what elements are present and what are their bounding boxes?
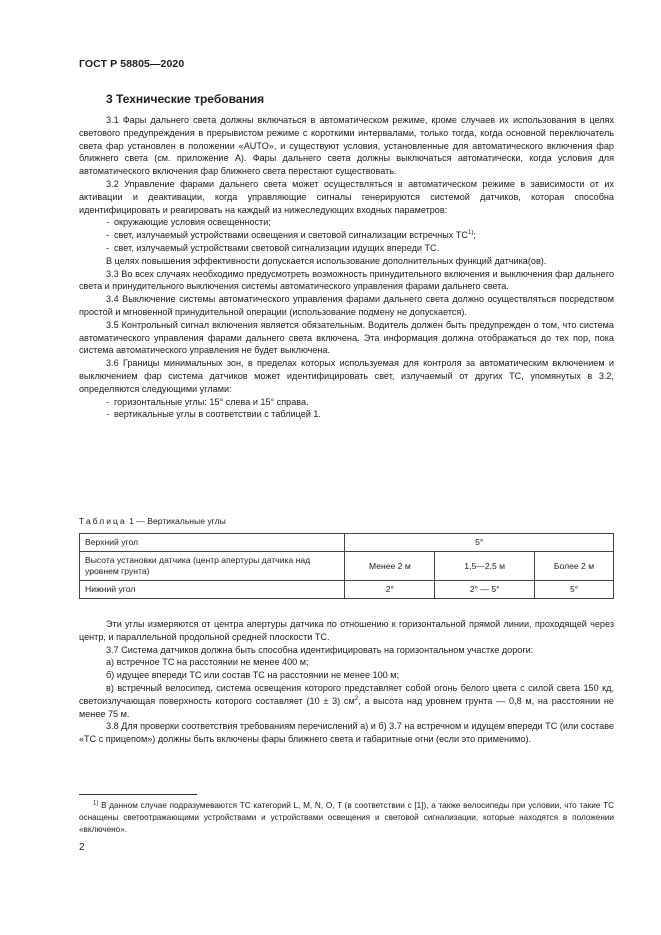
- paragraph-3-7-c-text: в) встречный велосипед, система освещения которого представляет собой огонь белого цвета с силой света 150 кд, светоизлучающая поверхность которого составляет (10 ± 3) см: [79, 682, 614, 706]
- document-header: ГОСТ Р 58805—2020: [79, 58, 185, 70]
- table-caption: [79, 516, 226, 526]
- list-item: - вертикальные углы в соответствии с таблицей 1.: [106, 409, 321, 420]
- list-item-tail: ;: [473, 230, 476, 241]
- table-row: [80, 534, 614, 552]
- paragraph-3-1: 3.1 Фары дальнего света должны включаться в автоматическом режиме, кроме случаев их использования в целях светового предупреждения в прерывистом режиме с короткими интервалами, только тогда, когда основной переключатель света фар установлен в положении «AUTO», и существуют условия, установленные для автоматического включения фар ближнего света (см. приложение А). Фары дальнего света должны выключаться автоматически, когда условия для автоматического включения фар ближнего света перестают существовать.: [79, 115, 614, 177]
- paragraph-3-3: 3.3 Во всех случаях необходимо предусмотреть возможность принудительного включения и выключения фар дальнего света и принудительного выключения системы автоматического управления фарами дальнего света.: [79, 268, 614, 292]
- list-item: - горизонтальные углы: 15° слева и 15° справа.: [106, 396, 309, 407]
- paragraph-3-7: 3.7 Система датчиков должна быть способна идентифицировать на горизонтальном участке дороги:: [106, 644, 534, 655]
- list-item-text: свет, излучаемый устройствами освещения и световой сигнализации встречных ТС: [114, 230, 469, 241]
- table-cell: 5°: [345, 534, 614, 552]
- paragraph-3-7-c-tail: , а высота над уровнем грунта — 0,8 м, на расстоянии не менее 75 м.: [79, 695, 614, 719]
- footnote-divider: [79, 794, 197, 795]
- table-cell: 1,5—2,5 м: [435, 552, 535, 581]
- table-cell: Более 2 м: [535, 552, 614, 581]
- paragraph-3-2: 3.2 Управление фарами дальнего света может осуществляться в автоматическом режиме в зависимости от их активации и деактивации, когда управляющие сигналы генерируются системой датчиков, которая способна идентифицировать и реагировать на каждый из нижеследующих входных параметров:: [79, 178, 614, 215]
- table-caption-text: 1 — Вертикальные углы: [126, 516, 226, 526]
- superscript: 2: [354, 695, 359, 702]
- footnote-marker: 1): [93, 800, 99, 807]
- paragraph-3-5: 3.5 Контрольный сигнал включения является обязательным. Водитель должен быть предупрежден о том, что система автоматического управления фарами дальнего света включена. Эта информация должна отображаться до тех пор, пока система автоматического управления не будет выключена.: [79, 319, 614, 356]
- list-item: - окружающие условия освещенности;: [106, 217, 271, 228]
- paragraph-3-6: 3.6 Границы минимальных зон, в пределах которых используемая для контроля за автоматическим включением и выключением фар система датчиков может идентифицировать свет, излучаемый от других ТС, упомянутых в 3.2, определяются следующими углами:: [79, 358, 614, 394]
- text-block-lower: [79, 618, 614, 746]
- list-item-text: вертикальные углы в соответствии с таблицей 1.: [114, 409, 321, 420]
- vertical-angles-table: [79, 533, 614, 599]
- section-title: 3 Технические требования: [106, 92, 265, 106]
- list-item-text: свет, излучаемый устройствами световой сигнализации идущих впереди ТС.: [114, 242, 440, 253]
- list-item-text: окружающие условия освещенности;: [114, 217, 271, 228]
- table-cell: Менее 2 м: [345, 552, 435, 581]
- table-row: [80, 581, 614, 599]
- table-cell-label: Нижний угол: [80, 581, 345, 599]
- table-caption-word: Таблица: [79, 516, 127, 526]
- list-item-text: горизонтальные углы: 15° слева и 15° справа.: [114, 396, 309, 407]
- page-number: 2: [79, 842, 85, 853]
- footnote-reference[interactable]: 1): [468, 230, 474, 237]
- table-cell: 2°: [345, 581, 435, 599]
- text-block-upper: [79, 114, 614, 421]
- footnote-body: В данном случае подразумеваются ТС категорий L, M, N, O, T (в соответствии с [1]), а также велосипеды при условии, что такие ТС оснащены светоотражающими устройствами и устройствами освещения и световой сигнализации, которые находятся в положении «включено».: [79, 801, 614, 835]
- list-item: - свет, излучаемый устройствами освещения и световой сигнализации встречных ТС$^{1)}$;: [106, 230, 476, 241]
- table-cell: 5°: [535, 581, 614, 599]
- footnote: [79, 800, 614, 837]
- paragraph-angles: Эти углы измеряются от центра апертуры датчика по отношению к горизонтальной прямой линии, проходящей через центр, и параллельной продольной средней плоскости ТС.: [79, 619, 614, 642]
- paragraph-3-4: 3.4 Выключение системы автоматического управления фарами дальнего света должно осуществляться посредством простой и мгновенной принудительной операции (использование подмену не допускается).: [79, 294, 614, 317]
- paragraph-efficiency: В целях повышения эффективности допускается использование дополнительных функций датчика(ов).: [106, 255, 547, 266]
- paragraph-3-7-a: а) встречное ТС на расстоянии не менее 400 м;: [106, 657, 309, 668]
- paragraph-3-7-c: [79, 682, 614, 720]
- paragraph-3-8: 3.8 Для проверки соответствия требованиям перечислений а) и б) 3.7 на встречном и идущем впереди ТС (или составе «ТС с прицепом») должны быть включены фары ближнего света и габаритные огни (если это применимо).: [79, 721, 614, 745]
- table-cell: 2° — 5°: [435, 581, 535, 599]
- table-row: [80, 552, 614, 581]
- table-cell-label: Высота установки датчика (центр апертуры датчика над уровнем грунта): [80, 552, 345, 581]
- list-item: - свет, излучаемый устройствами световой сигнализации идущих впереди ТС.: [106, 242, 440, 253]
- table-cell-label: Верхний угол: [80, 534, 345, 552]
- footnote-text: [79, 800, 614, 837]
- paragraph-3-7-b: б) идущее впереди ТС или состав ТС на расстоянии не менее 100 м;: [106, 670, 400, 681]
